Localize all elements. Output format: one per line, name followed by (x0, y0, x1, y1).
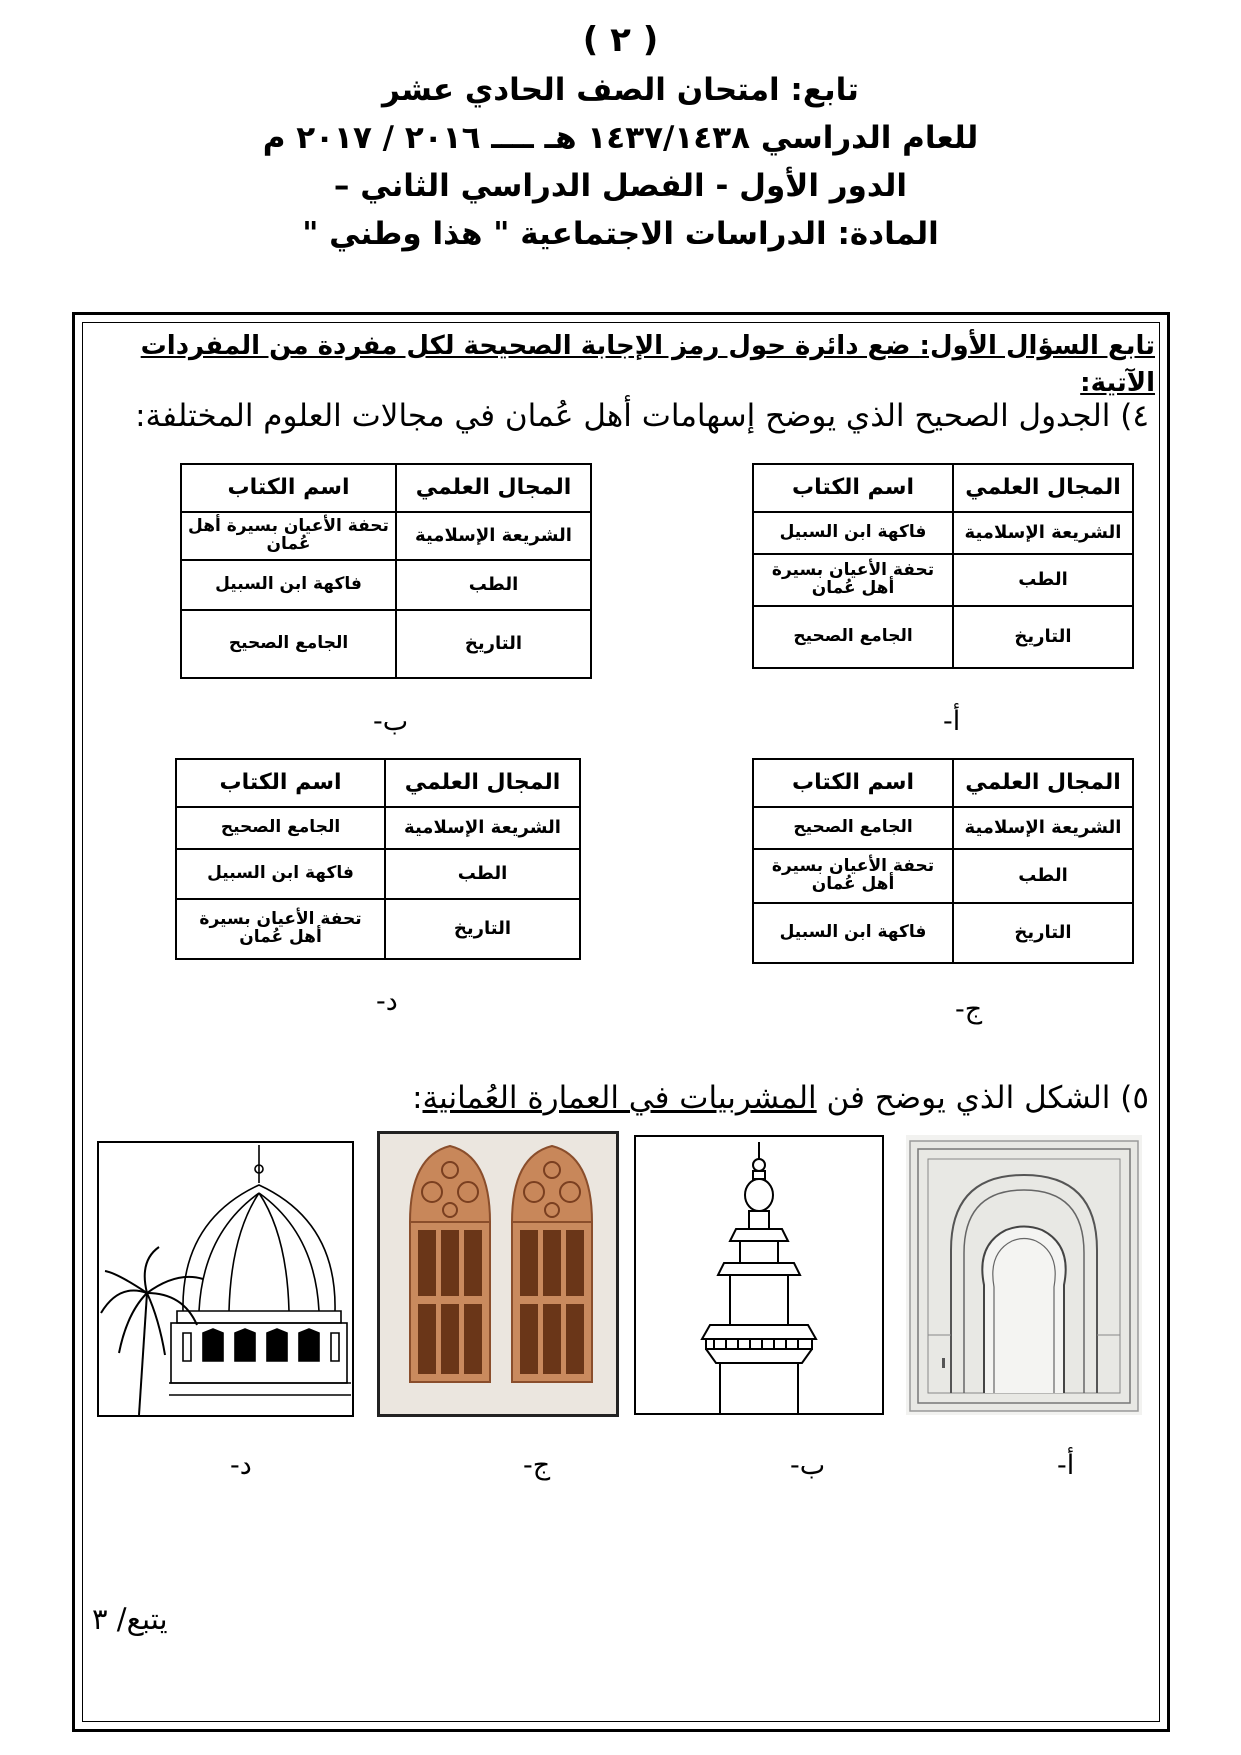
table-header-book: اسم الكتاب (181, 464, 396, 512)
q5-prefix: ٥) الشكل الذي يوضح فن (816, 1080, 1149, 1116)
table-cell-field: الطب (953, 849, 1133, 903)
table-cell-field: الشريعة الإسلامية (385, 807, 580, 849)
q5-suffix: : (412, 1080, 423, 1116)
minaret-icon (634, 1135, 884, 1415)
q5-underlined: المشربيات في العمارة العُمانية (422, 1080, 817, 1116)
table-cell-book: الجامع الصحيح (753, 807, 953, 849)
table-cell-book: فاكهة ابن السبيل (181, 560, 396, 610)
dome-mosque-icon (97, 1141, 354, 1417)
table-cell-book: فاكهة ابن السبيل (753, 903, 953, 963)
option-table-a (752, 463, 1134, 669)
table-cell-book: الجامع الصحيح (753, 606, 953, 668)
table-cell-book: تحفة الأعيان بسيرة أهل عُمان (753, 849, 953, 903)
table-cell-book: فاكهة ابن السبيل (176, 849, 385, 899)
question-instruction (95, 328, 1155, 402)
table-cell-field: التاريخ (953, 903, 1133, 963)
question-4-text: ٤) الجدول الصحيح الذي يوضح إسهامات أهل عُمان في مجالات العلوم المختلفة: (135, 398, 1149, 434)
table-cell-book: الجامع الصحيح (181, 610, 396, 678)
table-cell-book: تحفة الأعيان بسيرة أهل عُمان (753, 554, 953, 606)
table-header-field: المجال العلمي (953, 464, 1133, 512)
instruction-text: ضع دائرة حول رمز الإجابة الصحيحة لكل مفردة من المفردات الآتية: (140, 331, 1155, 398)
table-header-field: المجال العلمي (953, 759, 1133, 807)
table-header-book: اسم الكتاب (753, 464, 953, 512)
table-cell-field: الشريعة الإسلامية (953, 512, 1133, 554)
option-label-a[interactable]: أ- (943, 706, 961, 737)
option-label-c[interactable]: ج- (955, 994, 983, 1025)
table-cell-field: التاريخ (385, 899, 580, 959)
option-table-d (175, 758, 581, 960)
table-header-field: المجال العلمي (396, 464, 591, 512)
table-header-book: اسم الكتاب (176, 759, 385, 807)
option-label-d[interactable]: د- (376, 986, 398, 1017)
page-number: ( ٢ ) (582, 20, 659, 60)
exam-round: الدور الأول - الفصل الدراسي الثاني – (333, 168, 908, 204)
instruction-title: تابع السؤال الأول: (919, 331, 1155, 361)
q5-option-label-d[interactable]: د- (230, 1450, 252, 1481)
mashrabiya-windows-icon (377, 1131, 619, 1417)
option-table-c (752, 758, 1134, 964)
table-cell-book: تحفة الأعيان بسيرة أهل عُمان (176, 899, 385, 959)
table-cell-field: التاريخ (953, 606, 1133, 668)
table-cell-field: الطب (385, 849, 580, 899)
table-cell-book: فاكهة ابن السبيل (753, 512, 953, 554)
q5-option-label-a[interactable]: أ- (1057, 1450, 1075, 1481)
table-cell-field: التاريخ (396, 610, 591, 678)
option-table-b (180, 463, 592, 679)
table-cell-field: الطب (396, 560, 591, 610)
table-cell-book: الجامع الصحيح (176, 807, 385, 849)
table-cell-field: الطب (953, 554, 1133, 606)
option-label-b[interactable]: ب- (373, 706, 409, 737)
table-cell-field: الشريعة الإسلامية (396, 512, 591, 560)
table-header-field: المجال العلمي (385, 759, 580, 807)
table-cell-field: الشريعة الإسلامية (953, 807, 1133, 849)
exam-subject: المادة: الدراسات الاجتماعية " هذا وطني " (302, 216, 939, 252)
table-cell-book: تحفة الأعيان بسيرة أهل عُمان (181, 512, 396, 560)
exam-title: تابع: امتحان الصف الحادي عشر (382, 72, 859, 108)
arch-doorway-icon (906, 1135, 1142, 1415)
continue-note: يتبع/ ٣ (92, 1602, 168, 1636)
academic-year: للعام الدراسي ١٤٣٧/١٤٣٨ هـ ــــ ٢٠١٦ / ٢٠١٧ م (262, 120, 979, 156)
question-5-text (412, 1080, 1149, 1116)
table-header-book: اسم الكتاب (753, 759, 953, 807)
q5-option-label-b[interactable]: ب- (790, 1450, 826, 1481)
q5-option-label-c[interactable]: ج- (523, 1450, 551, 1481)
